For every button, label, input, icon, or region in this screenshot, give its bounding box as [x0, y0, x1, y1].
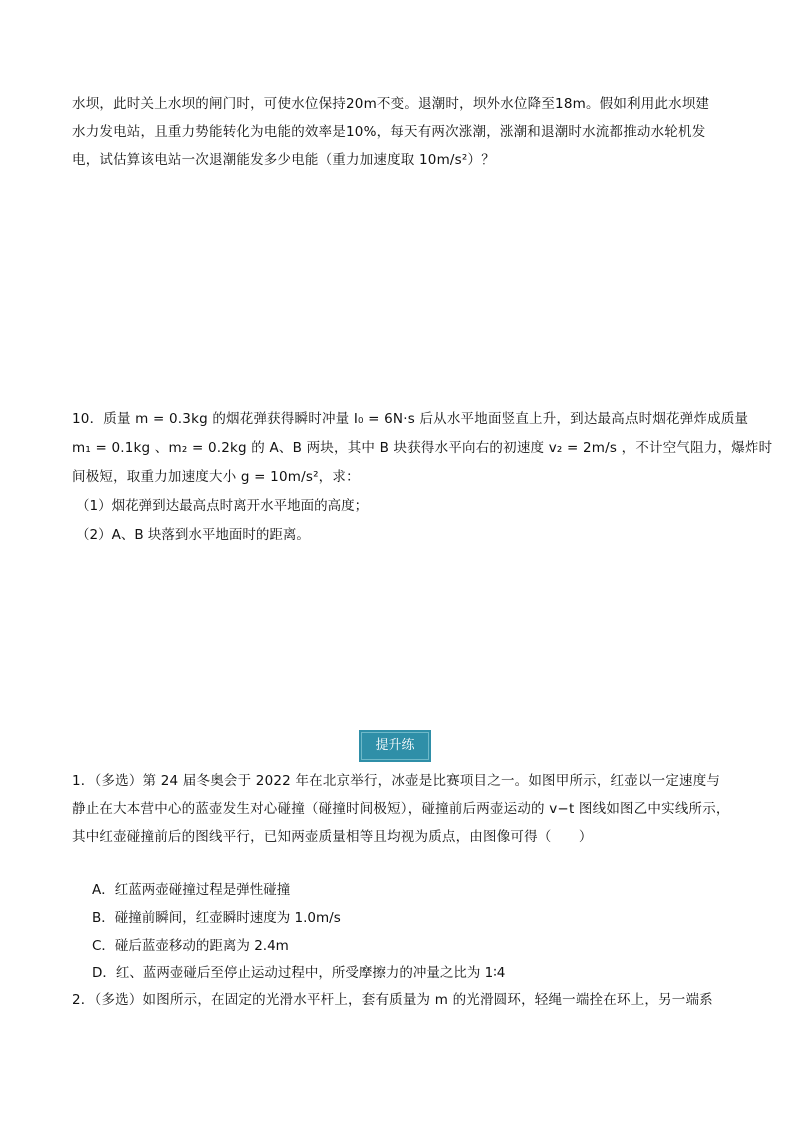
problem-9-line-3: 电，试估算该电站一次退潮能发多少电能（重力加速度取 10m/s²）？: [72, 152, 495, 168]
problem-10-subquestion-1: （1）烟花弹到达最高点时离开水平地面的高度；: [76, 498, 369, 514]
question-1-line-2: 静止在大本营中心的蓝壶发生对心碰撞（碰撞时间极短），碰撞前后两壶运动的 v−t 图线如图乙中实线所示，: [72, 801, 730, 817]
question-1-option-b: B．碰撞前瞬间，红壶瞬时速度为 1.0m/s: [92, 910, 341, 926]
question-2-line-1: 2．（多选）如图所示，在固定的光滑水平杆上，套有质量为 m 的光滑圆环，轻绳一端拴在环上，另一端系: [72, 992, 713, 1008]
problem-10-line-1: 10．质量 m = 0.3kg 的烟花弹获得瞬时冲量 I₀ = 6N·s 后从水平地面竖直上升，到达最高点时烟花弹炸成质量: [72, 411, 749, 427]
section-tag: 提升练: [361, 732, 429, 760]
problem-9-line-1: 水坝，此时关上水坝的闸门时，可使水位保持20m不变。退潮时，坝外水位降至18m。假如利用此水坝建: [72, 96, 710, 112]
problem-10-line-2: m₁ = 0.1kg 、m₂ = 0.2kg 的 A、B 两块，其中 B 块获得水平向右的初速度 v₂ = 2m/s ，不计空气阻力，爆炸时: [72, 440, 773, 456]
question-1-line-3: 其中红壶碰撞前后的图线平行，已知两壶质量相等且均视为质点，由图像可得（ ）: [72, 829, 593, 845]
question-1-line-1: 1．（多选）第 24 届冬奥会于 2022 年在北京举行，冰壶是比赛项目之一。如图甲所示，红壶以一定速度与: [72, 773, 721, 789]
problem-10-line-3: 间极短，取重力加速度大小 g = 10m/s²，求：: [72, 469, 360, 485]
problem-9-line-2: 水力发电站，且重力势能转化为电能的效率是10%，每天有两次涨潮，涨潮和退潮时水流都推动水轮机发: [72, 124, 706, 140]
problem-10-subquestion-2: （2）A、B 块落到水平地面时的距离。: [76, 527, 310, 543]
question-1-option-a: A．红蓝两壶碰撞过程是弹性碰撞: [92, 882, 291, 898]
question-1-option-d: D．红、蓝两壶碰后至停止运动过程中，所受摩擦力的冲量之比为 1∶4: [92, 965, 506, 981]
question-1-option-c: C．碰后蓝壶移动的距离为 2.4m: [92, 938, 289, 954]
